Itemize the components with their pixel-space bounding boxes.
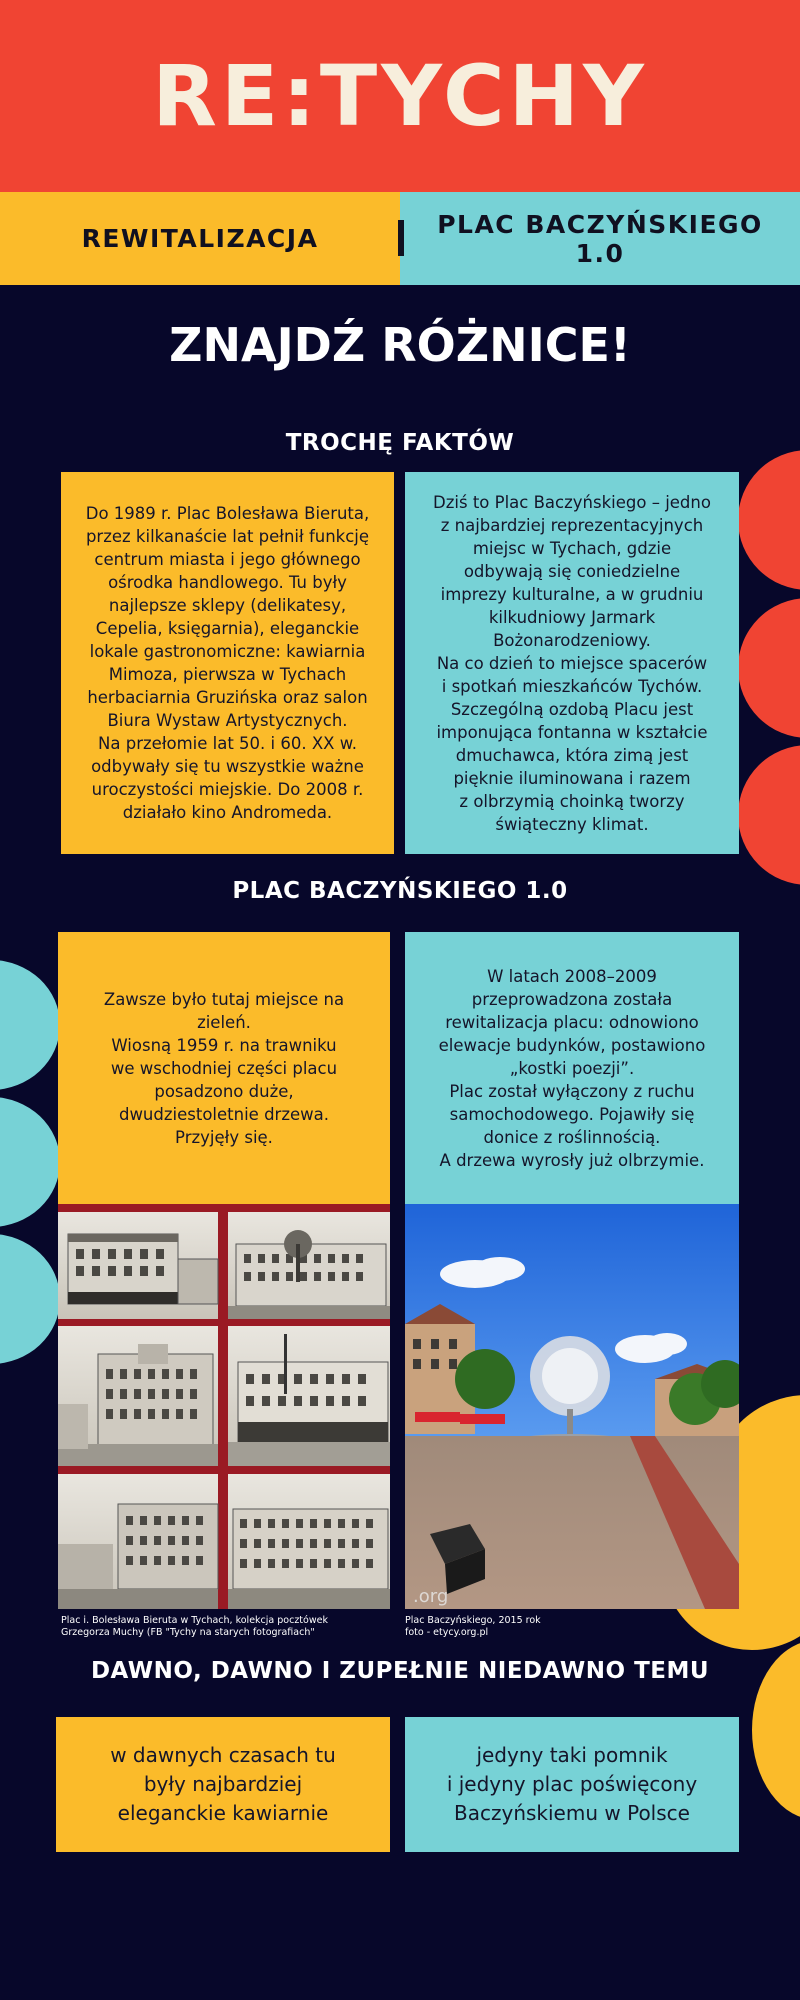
postcard-1 (58, 1212, 218, 1319)
old-postcards-photo (58, 1204, 390, 1609)
modern-square-photo (405, 1204, 739, 1609)
subtitle-divider (398, 220, 404, 256)
decor-cyan-circle-3 (0, 1234, 60, 1364)
plac-box-left: Zawsze było tutaj miejsce na zieleń. Wiosną 1959 r. na trawniku we wschodniej części placu posadzono duże, dwudziestoletnie drzewa. Przyjęły się. (58, 932, 390, 1204)
section-title-plac: PLAC BACZYŃSKIEGO 1.0 (232, 878, 568, 904)
photo-watermark: .org (413, 1586, 449, 1607)
caption-modern-photo: Plac Baczyńskiego, 2015 rok foto - etycy.org.pl (405, 1615, 541, 1638)
caption-postcards: Plac i. Bolesława Bieruta w Tychach, kolekcja pocztówek Grzegorza Muchy (FB "Tychy na starych fotografiach" (61, 1615, 328, 1638)
decor-red-circle-1 (738, 450, 800, 590)
postcard-5 (58, 1474, 218, 1609)
postcards-svg (58, 1204, 390, 1609)
plac-box-right: W latach 2008–2009 przeprowadzona została rewitalizacja placu: odnowiono elewacje budynków, postawiono „kostki poezji”. Plac został wyłączony z ruchu samochodowego. Pojawiły się donice z roślinnością. A drzewa wyrosły już olbrzymie. (405, 932, 739, 1204)
postcard-3 (58, 1326, 218, 1466)
facts-box-left: Do 1989 r. Plac Bolesława Bieruta, przez kilkanaście lat pełnił funkcję centrum miasta i jego głównego ośrodka handlowego. Tu były najlepsze sklepy (delikatesy, Cepelia, księgarnia), eleganckie lokale gastronomiczne: kawiarnia Mimoza, pierwsza w Tychach herbaciarnia Gruzińska oraz salon Biura Wystaw Artystycznych. Na przełomie lat 50. i 60. XX w. odbywały się tu wszystkie ważne uroczystości miejskie. Do 2008 r. działało kino Andromeda. (61, 472, 394, 854)
section-title-dawno: DAWNO, DAWNO I ZUPEŁNIE NIEDAWNO TEMU (90, 1658, 710, 1684)
facts-box-right: Dziś to Plac Baczyńskiego – jedno z najbardziej reprezentacyjnych miejsc w Tychach, gdzie odbywają się coniedzielne imprezy kulturalne, a w grudniu kilkudniowy Jarmark Bożonarodzeniowy. Na co dzień to miejsce spacerów i spotkań mieszkańców Tychów. Szczególną ozdobą Placu jest imponująca fontanna w kształcie dmuchawca, która zimą jest pięknie iluminowana i razem z olbrzymią choinką tworzy świąteczny klimat. (405, 472, 739, 854)
subtitle-left: REWITALIZACJA (81, 224, 319, 253)
section-title-facts: TROCHĘ FAKTÓW (285, 430, 515, 456)
decor-cyan-circle-2 (0, 1097, 60, 1227)
dawno-box-left: w dawnych czasach tu były najbardziej eleganckie kawiarnie (56, 1717, 390, 1852)
decor-cyan-circle-1 (0, 960, 60, 1090)
postcard-4 (228, 1326, 390, 1466)
page-title: RE:TYCHY (152, 47, 648, 145)
decor-red-circle-2 (738, 598, 800, 738)
postcard-2 (228, 1212, 390, 1319)
header-banner (0, 0, 800, 192)
dawno-box-right: jedyny taki pomnik i jedyny plac poświęcony Baczyńskiemu w Polsce (405, 1717, 739, 1852)
modern-photo-svg (405, 1204, 739, 1609)
headline: ZNAJDŹ RÓŻNICE! (169, 318, 631, 372)
subtitle-right: PLAC BACZYŃSKIEGO 1.0 (437, 209, 763, 268)
subtitle-bar-left (0, 192, 400, 285)
subtitle-bar-right (400, 192, 800, 285)
postcard-6 (228, 1474, 390, 1609)
decor-red-circle-3 (738, 745, 800, 885)
